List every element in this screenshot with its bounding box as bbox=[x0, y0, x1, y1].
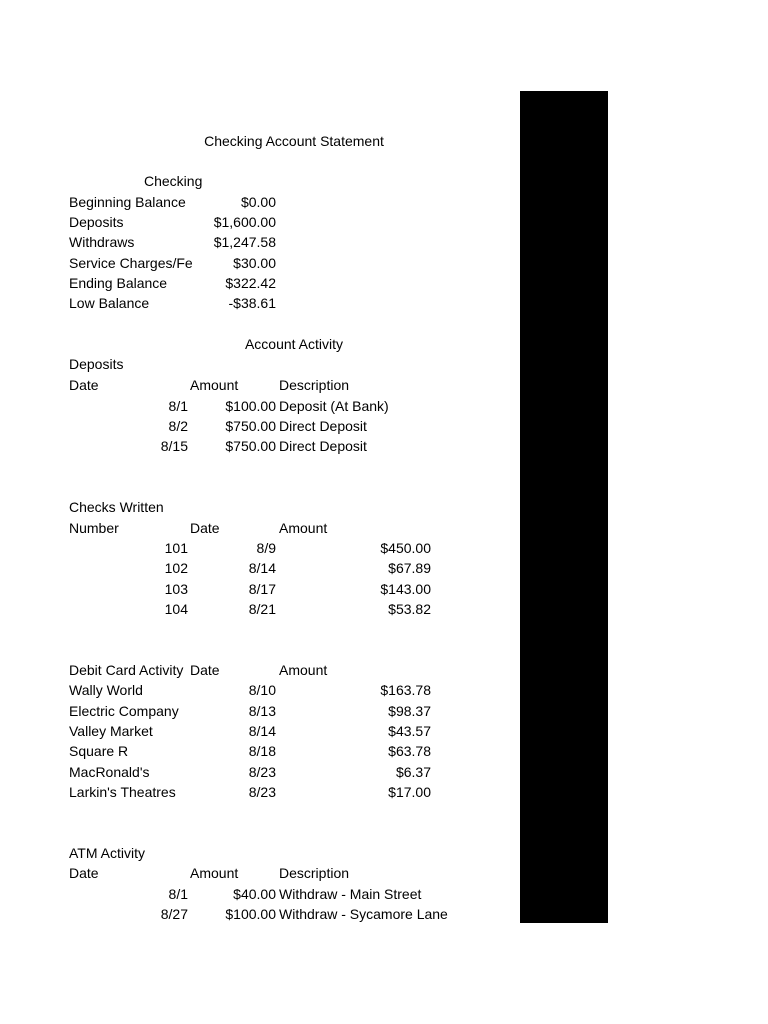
debit-date: 8/13 bbox=[248, 703, 276, 719]
debit-merchant: Wally World bbox=[69, 682, 143, 698]
deposit-date: 8/2 bbox=[168, 418, 188, 434]
debit-date: 8/23 bbox=[248, 764, 276, 780]
deposits-header-date: Date bbox=[69, 377, 99, 393]
debit-merchant: Larkin's Theatres bbox=[69, 784, 176, 800]
debit-date: 8/14 bbox=[248, 723, 276, 739]
debit-date: 8/18 bbox=[248, 743, 276, 759]
summary-value: -$38.61 bbox=[228, 295, 276, 311]
checks-title: Checks Written bbox=[69, 499, 164, 515]
redaction-bar bbox=[520, 91, 608, 923]
checks-header-number: Number bbox=[69, 520, 119, 536]
debit-merchant: MacRonald's bbox=[69, 764, 150, 780]
deposits-title: Deposits bbox=[69, 356, 124, 372]
check-date: 8/14 bbox=[248, 560, 276, 576]
debit-title: Debit Card Activity bbox=[69, 662, 184, 678]
atm-description: Withdraw - Sycamore Lane bbox=[279, 906, 448, 922]
debit-date: 8/23 bbox=[248, 784, 276, 800]
summary-label: Low Balance bbox=[69, 295, 150, 311]
atm-date: 8/1 bbox=[168, 886, 188, 902]
deposit-date: 8/15 bbox=[160, 438, 188, 454]
check-date: 8/21 bbox=[248, 601, 276, 617]
page-title: Checking Account Statement bbox=[204, 133, 384, 149]
deposit-description: Deposit (At Bank) bbox=[279, 398, 389, 414]
debit-amount: $63.78 bbox=[388, 743, 431, 759]
check-number: 104 bbox=[164, 601, 188, 617]
deposit-date: 8/1 bbox=[168, 398, 188, 414]
deposit-amount: $750.00 bbox=[225, 438, 276, 454]
summary-value: $1,600.00 bbox=[213, 214, 276, 230]
debit-merchant: Valley Market bbox=[69, 723, 153, 739]
check-amount: $450.00 bbox=[380, 540, 431, 556]
activity-title: Account Activity bbox=[244, 336, 344, 352]
debit-header-date: Date bbox=[190, 662, 220, 678]
deposits-header-description: Description bbox=[279, 377, 350, 393]
debit-header-amount: Amount bbox=[279, 662, 328, 678]
checks-header-amount: Amount bbox=[279, 520, 328, 536]
debit-merchant: Electric Company bbox=[69, 703, 179, 719]
summary-value: $0.00 bbox=[240, 194, 276, 210]
check-amount: $67.89 bbox=[388, 560, 431, 576]
deposit-amount: $100.00 bbox=[225, 398, 276, 414]
debit-amount: $98.37 bbox=[388, 703, 431, 719]
atm-amount: $100.00 bbox=[225, 906, 276, 922]
atm-header-amount: Amount bbox=[190, 865, 239, 881]
summary-value: $1,247.58 bbox=[213, 234, 276, 250]
debit-merchant: Square R bbox=[69, 743, 129, 759]
atm-amount: $40.00 bbox=[233, 886, 276, 902]
summary-label: Deposits bbox=[69, 214, 124, 230]
debit-amount: $43.57 bbox=[388, 723, 431, 739]
check-date: 8/17 bbox=[248, 581, 276, 597]
check-amount: $53.82 bbox=[388, 601, 431, 617]
deposit-description: Direct Deposit bbox=[279, 438, 367, 454]
check-number: 103 bbox=[164, 581, 188, 597]
check-date: 8/9 bbox=[256, 540, 276, 556]
deposit-description: Direct Deposit bbox=[279, 418, 367, 434]
deposit-amount: $750.00 bbox=[225, 418, 276, 434]
deposits-header-amount: Amount bbox=[190, 377, 239, 393]
summary-value: $322.42 bbox=[225, 275, 276, 291]
atm-title: ATM Activity bbox=[69, 845, 145, 861]
summary-label: Withdraws bbox=[69, 234, 135, 250]
summary-header: Checking bbox=[144, 173, 203, 189]
debit-amount: $6.37 bbox=[395, 764, 431, 780]
atm-description: Withdraw - Main Street bbox=[279, 886, 422, 902]
check-number: 102 bbox=[164, 560, 188, 576]
checks-header-date: Date bbox=[190, 520, 220, 536]
debit-amount: $163.78 bbox=[380, 682, 431, 698]
debit-amount: $17.00 bbox=[388, 784, 431, 800]
summary-value: $30.00 bbox=[233, 255, 276, 271]
check-amount: $143.00 bbox=[380, 581, 431, 597]
atm-date: 8/27 bbox=[160, 906, 188, 922]
summary-label: Beginning Balance bbox=[69, 194, 186, 210]
summary-label: Ending Balance bbox=[69, 275, 168, 291]
atm-header-description: Description bbox=[279, 865, 350, 881]
check-number: 101 bbox=[164, 540, 188, 556]
atm-header-date: Date bbox=[69, 865, 99, 881]
debit-date: 8/10 bbox=[248, 682, 276, 698]
summary-label: Service Charges/Fe bbox=[69, 255, 193, 271]
